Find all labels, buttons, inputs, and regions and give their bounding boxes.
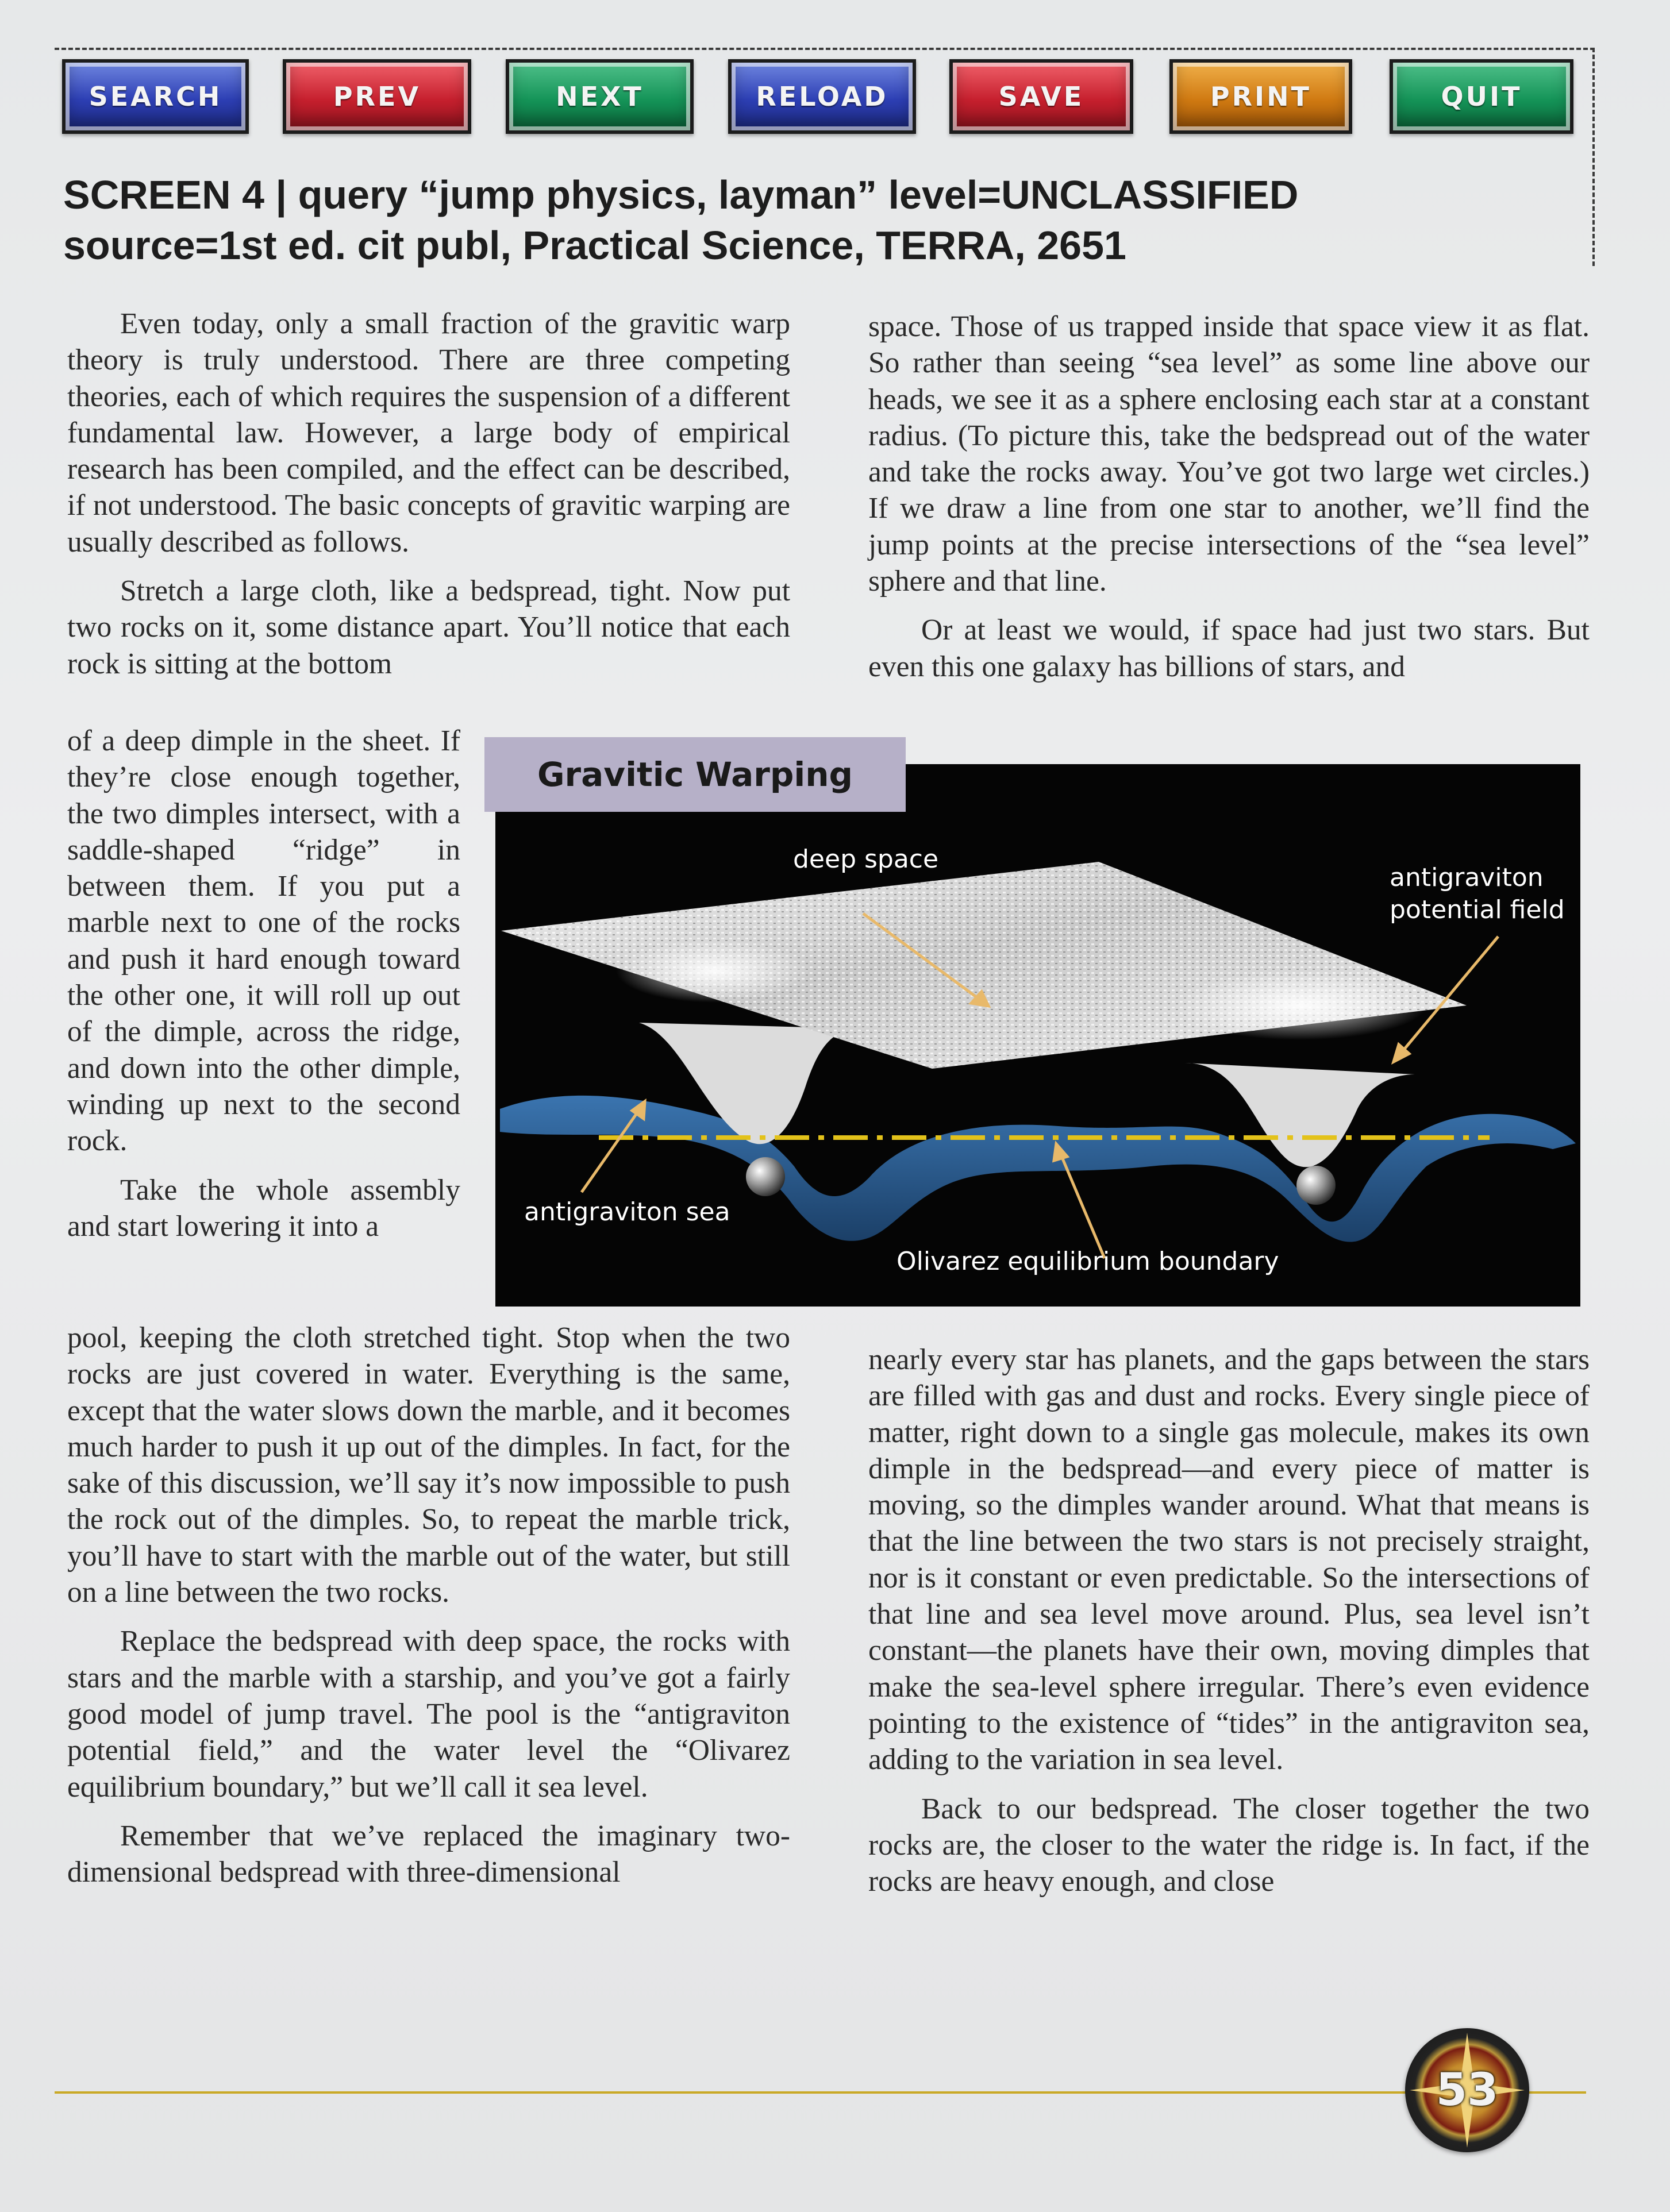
right-column-bottom [868, 1342, 1590, 1899]
left-column-top [67, 306, 790, 682]
paragraph-continued: pool, keeping the cloth stretched tight. Stop when the two rocks are just covered in water. Everything is the same, except that the water slows down the marble, and it becomes much harder to push it up out of the dimples. In fact, for the sake of this discussion, we’ll say it’s now impossible to push the rock out of the dimples. So, to repeat the marble trick, you’ll have to start with the marble out of the water, but still on a line between the two rocks. [67, 1321, 790, 1609]
screen-header [63, 169, 1557, 271]
label-antigraviton-sea: antigraviton sea [524, 1197, 730, 1227]
label-deep-space: deep space [793, 845, 939, 874]
right-column-top [868, 309, 1590, 685]
figure-title: Gravitic Warping [484, 737, 906, 812]
paragraph: Take the whole assembly and start lowering it into a [67, 1173, 460, 1243]
paragraph: Stretch a large cloth, like a bedspread, tight. Now put two rocks on it, some distance apart. You’ll notice that each rock is sitting at the bottom [67, 575, 790, 680]
paragraph: Even today, only a small fraction of the gravitic warp theory is truly understood. There are three competing theories, each of which requires the suspension of a different fundamental law. However, a large body of empirical research has been compiled, and the effect can be described, if not understood. The basic concepts of gravitic warping are usually described as follows. [67, 307, 790, 558]
frame-right-border [1592, 48, 1595, 266]
header-query-line: SCREEN 4 | query “jump physics, layman” level=UNCLASSIFIED [63, 172, 1299, 217]
paragraph: Remember that we’ve replaced the imaginary two-dimensional bedspread with three-dimensional [67, 1819, 790, 1889]
paragraph: Or at least we would, if space had just two stars. But even this one galaxy has billions of stars, and [868, 614, 1590, 683]
paragraph-continued: nearly every star has planets, and the gaps between the stars are filled with gas and dust and rocks. Every single piece of matter, right down to a single gas molecule, makes its own dimple in the bedspread—and every piece of matter is moving, so the dimples wander around. What that means is that the line between the two stars is not precisely straight, nor is it constant or even predictable. So the intersections of that line and sea level move around. Plus, sea level isn’t constant—the planets have their own, moving dimples that make the sea-level sphere irregular. There’s even evidence pointing to the existence of “tides” in the antigraviton sea, adding to the variation in sea level. [868, 1343, 1590, 1776]
paragraph: Back to our bedspread. The closer together the two rocks are, the closer to the water the ridge is. In fact, if the rocks are heavy enough, and close [868, 1792, 1590, 1898]
paragraph-continued: of a deep dimple in the sheet. If they’re close enough together, the two dimples intersect, with a saddle-shaped “ridge” in between them. If you put a marble next to one of the rocks and push it hard enough toward the other one, it will roll up out of the dimple, across the ridge, and down into the other dimple, winding up next to the second rock. [67, 725, 460, 1158]
quit-button[interactable]: QUIT [1390, 59, 1573, 134]
star-right [1296, 1166, 1336, 1205]
label-potential-field-line1: antigraviton [1390, 863, 1544, 892]
footer-rule [55, 2091, 1586, 2094]
gravitic-warping-figure [495, 764, 1580, 1307]
reload-button[interactable]: RELOAD [728, 59, 916, 134]
paragraph: Replace the bedspread with deep space, the rocks with stars and the marble with a starship, and you’ve got a fairly good model of jump travel. The pool is the “antigraviton potential field,” and the water level the “Olivarez equilibrium boundary,” but we’ll call it sea level. [67, 1625, 790, 1803]
left-column-wrap [67, 723, 460, 1244]
left-column-bottom [67, 1320, 790, 1890]
header-source-line: source=1st ed. cit publ, Practical Science, TERRA, 2651 [63, 223, 1126, 268]
search-button[interactable]: SEARCH [62, 59, 249, 134]
label-olivarez-boundary: Olivarez equilibrium boundary [896, 1247, 1279, 1276]
next-button[interactable]: NEXT [506, 59, 694, 134]
prev-button[interactable]: PREV [283, 59, 471, 134]
paragraph-continued: space. Those of us trapped inside that space view it as flat. So rather than seeing “sea level” as some line above our heads, we see it as a sphere enclosing each star at a constant radius. (To picture this, take the bedspread out of the water and take the rocks away. You’ve got two large wet circles.) If we draw a line from one star to another, we’ll find the jump points at the precise intersections of the “sea level” sphere and that line. [868, 310, 1590, 598]
save-button[interactable]: SAVE [949, 59, 1133, 134]
page-number: 53 [1436, 2064, 1499, 2116]
print-button[interactable]: PRINT [1169, 59, 1352, 134]
page-number-badge [1405, 2028, 1529, 2152]
star-left [746, 1157, 785, 1196]
frame-top-border [55, 48, 1595, 50]
label-potential-field-line2: potential field [1390, 895, 1565, 924]
